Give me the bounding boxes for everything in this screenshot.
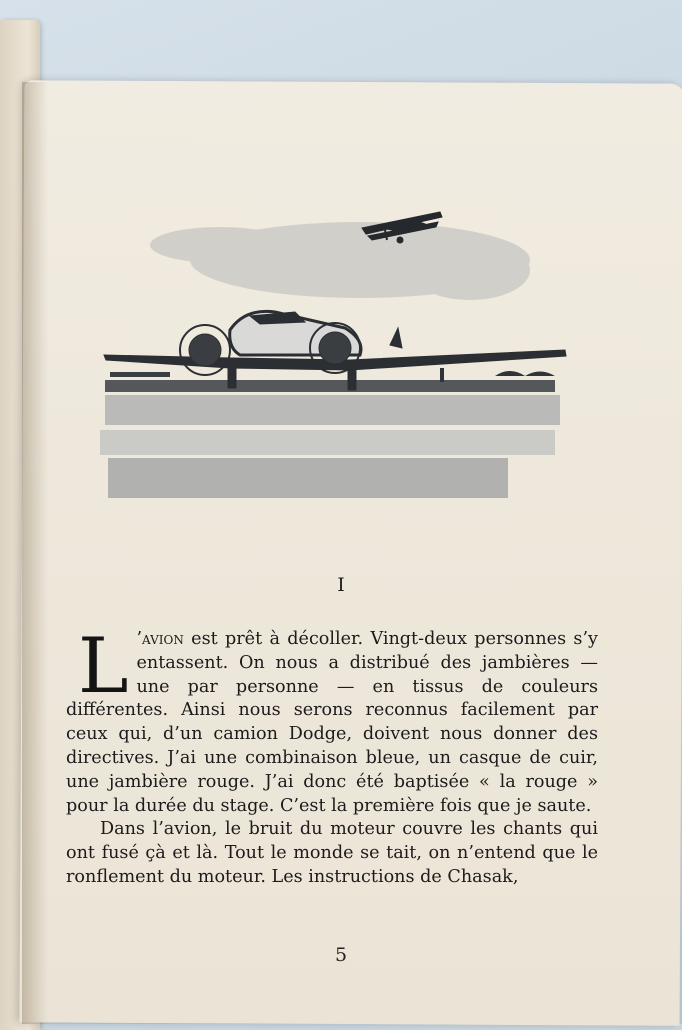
hangars bbox=[440, 368, 555, 382]
cloud-wash bbox=[150, 222, 530, 300]
paragraph-1-text: est prêt à décoller. Vingt-deux personnes s’y entassent. On nous a distribué des jambières — une par personne — en tissus de couleurs différentes. Ainsi nous serons reconnus facilement par ceux qui, d’un camion Dodge, doivent nous donner des directives. J’ai une combinaison bleue, un casque de cuir, une jambière rouge. J’ai donc été baptisée « la rouge » pour la durée du stage. C’est la première fois que je saute. bbox=[66, 629, 598, 816]
paragraph-1 bbox=[66, 621, 598, 818]
opening-word: ’avion bbox=[136, 629, 184, 649]
page-gutter-shadow bbox=[22, 82, 48, 1024]
ground-wash bbox=[100, 372, 560, 498]
chapter-number: I bbox=[337, 574, 345, 596]
airplane-illustration bbox=[100, 190, 570, 510]
page-number: 5 bbox=[334, 944, 348, 966]
body-text bbox=[66, 621, 598, 890]
drop-cap: L bbox=[78, 621, 129, 710]
twin-engine-plane bbox=[104, 311, 566, 390]
paragraph-2: Dans l’avion, le bruit du moteur couvre les chants qui ont fusé çà et là. Tout le monde se tait, on n’entend que le ronflement du moteur. Les instructions de Chasak, bbox=[66, 819, 598, 887]
